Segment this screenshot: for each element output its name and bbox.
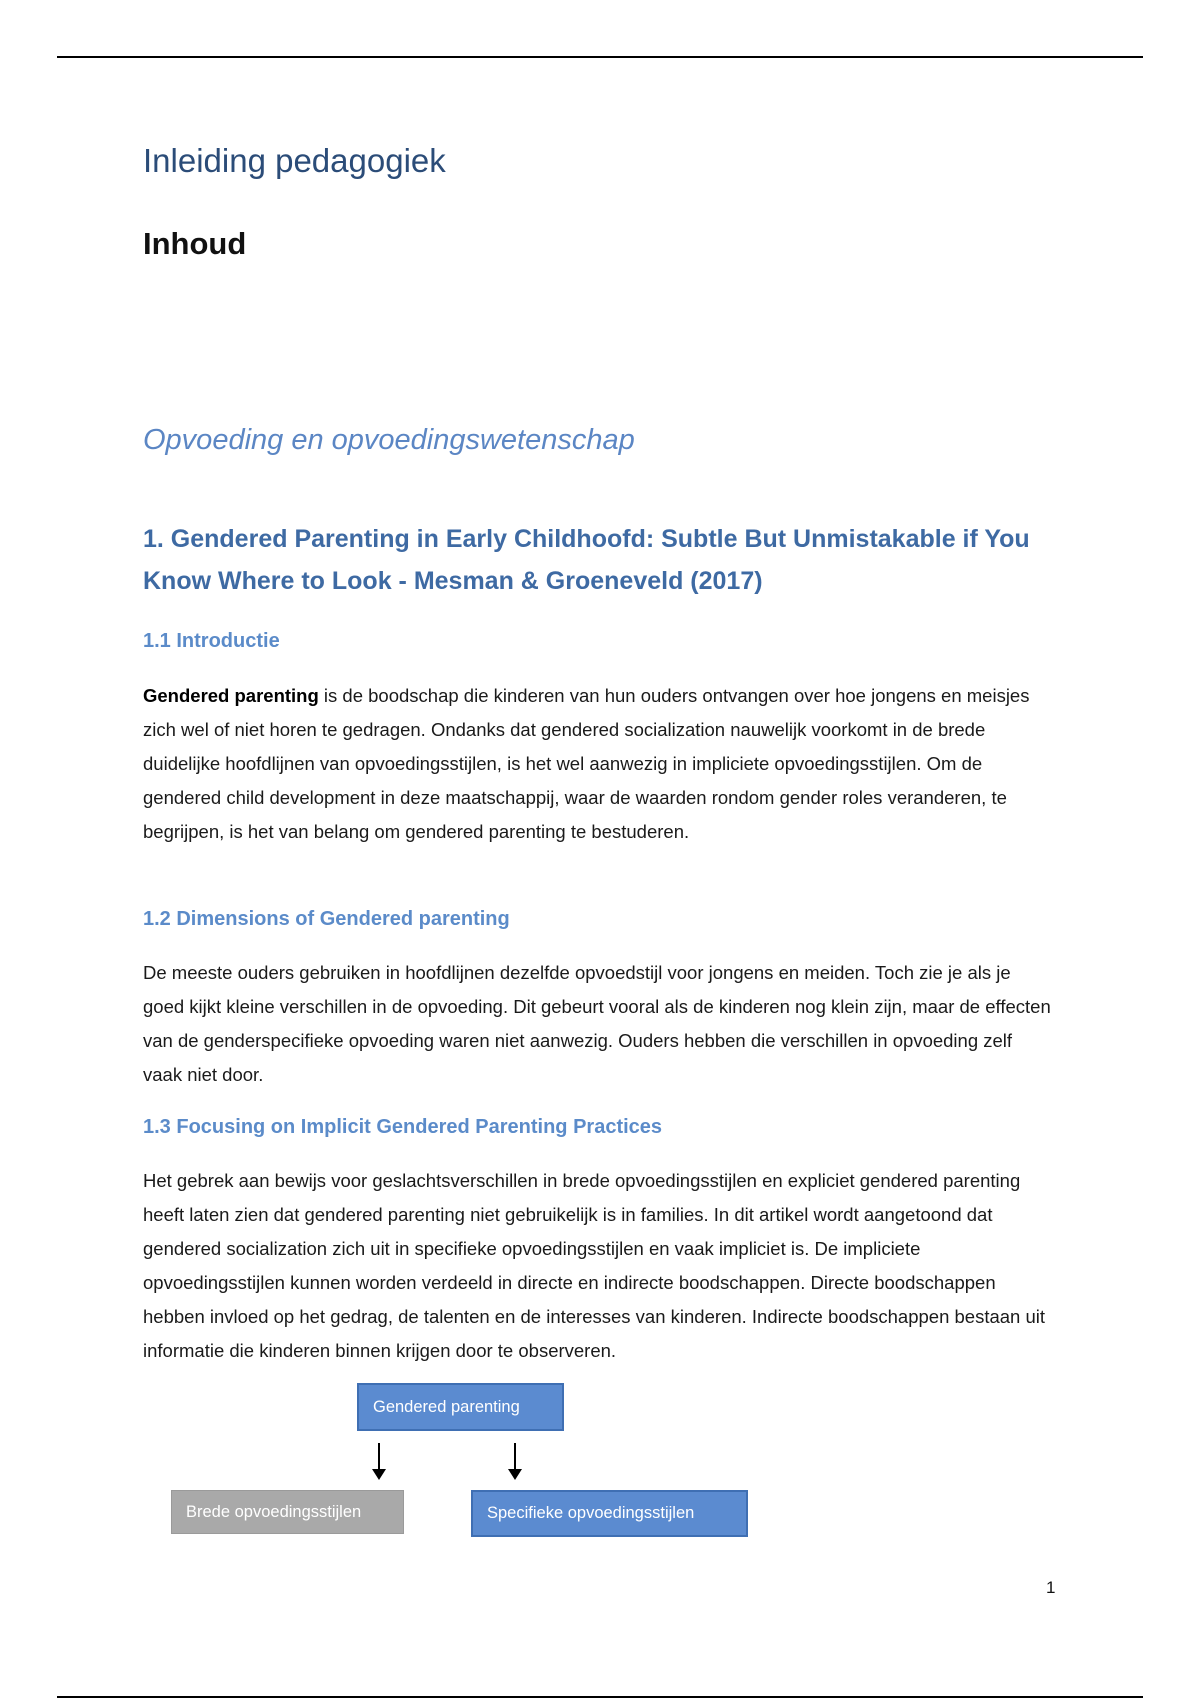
bold-term: Gendered parenting (143, 685, 319, 706)
chapter-title: 1. Gendered Parenting in Early Childhoofd: Subtle But Unmistakable if You Know Where to Look - Mesman & Groeneveld (2017) (143, 525, 1030, 595)
subheading-dimensions: 1.2 Dimensions of Gendered parenting (143, 908, 510, 930)
page-number: 1 (1046, 1578, 1056, 1597)
paragraph-introductie (143, 679, 1055, 849)
toc-heading: Inhoud (143, 226, 247, 261)
diagram-box-brede (171, 1490, 404, 1534)
section-title: Opvoeding en opvoedingswetenschap (143, 424, 635, 456)
diagram-box-specifieke (471, 1490, 748, 1537)
subheading-implicit: 1.3 Focusing on Implicit Gendered Parenting Practices (143, 1116, 663, 1138)
subheading-introductie: 1.1 Introductie (143, 630, 280, 652)
diagram-label-left: Brede opvoedingsstijlen (186, 1502, 362, 1521)
document-title: Inleiding pedagogiek (143, 142, 446, 179)
paragraph-dimensions: De meeste ouders gebruiken in hoofdlijnen dezelfde opvoedstijl voor jongens en meiden. Toch zie je als je goed kijkt kleine verschillen in de opvoeding. Dit gebeurt vooral als de kinderen nog klein zijn, maar de effecten van de genderspecifieke opvoeding waren niet aanwezig. Ouders hebben die verschillen in opvoeding zelf vaak niet door. (143, 962, 1051, 1085)
arrow-down-icon (514, 1443, 516, 1478)
diagram-label-root: Gendered parenting (373, 1397, 520, 1416)
bottom-rule (57, 1696, 1143, 1698)
paragraph-implicit: Het gebrek aan bewijs voor geslachtsverschillen in brede opvoedingsstijlen en expliciet gendered parenting heeft laten zien dat gendered parenting niet gebruikelijk is in families. In dit artikel wordt aangetoond dat gendered socialization zich uit in specifieke opvoedingsstijlen en vaak impliciet is. De impliciete opvoedingsstijlen kunnen worden verdeeld in directe en indirecte boodschappen. Directe boodschappen hebben invloed op het gedrag, de talenten en de interesses van kinderen. Indirecte boodschappen bestaan uit informatie die kinderen binnen krijgen door te observeren. (143, 1170, 1046, 1361)
paragraph-text: is de boodschap die kinderen van hun ouders ontvangen over hoe jongens en meisjes zich wel of niet horen te gedragen. Ondanks dat gendered socialization nauwelijk voorkomt in de brede duidelijke hoofdlijnen van opvoedingsstijlen, is het wel aanwezig in impliciete opvoedingsstijlen. Om de gendered child development in deze maatschappij, waar de waarden rondom gender roles veranderen, te begrijpen, is het van belang om gendered parenting te bestuderen. (143, 685, 1030, 842)
arrow-down-icon (378, 1443, 380, 1478)
diagram-label-right: Specifieke opvoedingsstijlen (487, 1504, 695, 1522)
diagram-box-gendered-parenting (357, 1383, 564, 1431)
top-rule (57, 56, 1143, 58)
